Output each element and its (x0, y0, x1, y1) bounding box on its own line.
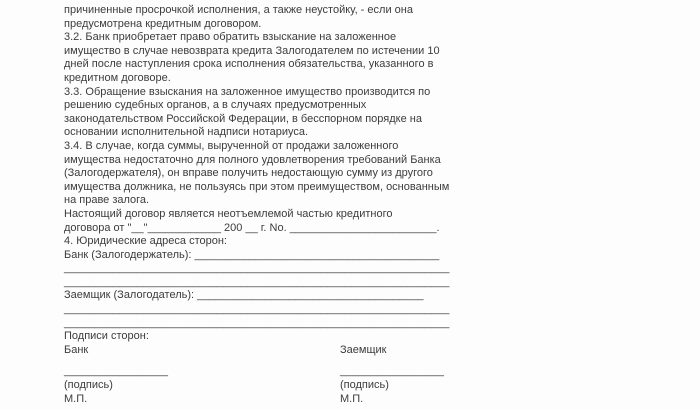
document-line: имущество в случае невозврата кредита Залогодателем по истечении 10 (64, 44, 440, 57)
document-line: имущества недостаточно для полного удовлетворения требований Банка (64, 153, 441, 166)
form-blank-line: _______________________________________________________________ (64, 262, 450, 275)
seal-mark-bank: М.П. (64, 392, 88, 405)
document-line: законодательством Российской Федерации, в бесспорном порядке на (64, 112, 422, 125)
legal-addresses-heading: 4. Юридические адреса сторон: (64, 235, 227, 248)
signature-party-bank: Банк (64, 343, 89, 356)
signature-blank-borrower: _________________ (340, 365, 445, 378)
seal-row (64, 393, 660, 407)
form-blank-line: _______________________________________________________________ (64, 275, 450, 288)
document-line: предусмотрена кредитным договором. (64, 17, 262, 30)
form-blank-line: _______________________________________________________________ (64, 303, 450, 316)
document-line: имущества должника, не пользуясь при этом преимуществом, основанным (64, 180, 450, 193)
signature-caption-bank: (подпись) (64, 379, 113, 392)
form-blank-line: _______________________________________________________________ (64, 316, 450, 329)
document-line: дней после наступления срока исполнения обязательства, указанного в (64, 58, 434, 71)
signature-blank-bank: _________________ (64, 365, 169, 378)
signature-captions-row (64, 379, 660, 393)
signature-parties-row (64, 344, 660, 358)
document-line: 3.3. Обращение взыскания на заложенное имущество производится по (64, 85, 431, 98)
document-line: Настоящий договор является неотъемлемой частью кредитного (64, 207, 393, 220)
bank-address-blank-line: Банк (Залогодержатель): ________________________________________ (64, 248, 440, 261)
signature-lines-row (64, 365, 660, 379)
seal-mark-borrower: М.П. (340, 392, 364, 405)
contract-date-number-blank-line: договора от "__"____________ 200 __ г. No. ________________________. (64, 221, 440, 234)
signature-party-borrower: Заемщик (340, 343, 387, 356)
signature-caption-borrower: (подпись) (340, 379, 389, 392)
signatures-heading: Подписи сторон: (64, 330, 149, 343)
document-line: (Залогодержателя), он вправе получить недостающую сумму из другого (64, 167, 433, 180)
document-line: 3.4. В случае, когда суммы, вырученной от продажи заложенного (64, 139, 399, 152)
document-line: кредитном договоре. (64, 71, 171, 84)
document-line: основании исполнительной надписи нотариуса. (64, 126, 309, 139)
document-line: решению судебных органов, а в случаях предусмотренных (64, 99, 367, 112)
borrower-address-blank-line: Заемщик (Залогодатель): _____________________________________ (64, 289, 424, 302)
document-line: 3.2. Банк приобретает право обратить взыскание на заложенное (64, 31, 397, 44)
document-line: причиненные просрочкой исполнения, а также неустойку, - если она (64, 4, 413, 16)
document-line: на праве залога. (64, 194, 150, 207)
